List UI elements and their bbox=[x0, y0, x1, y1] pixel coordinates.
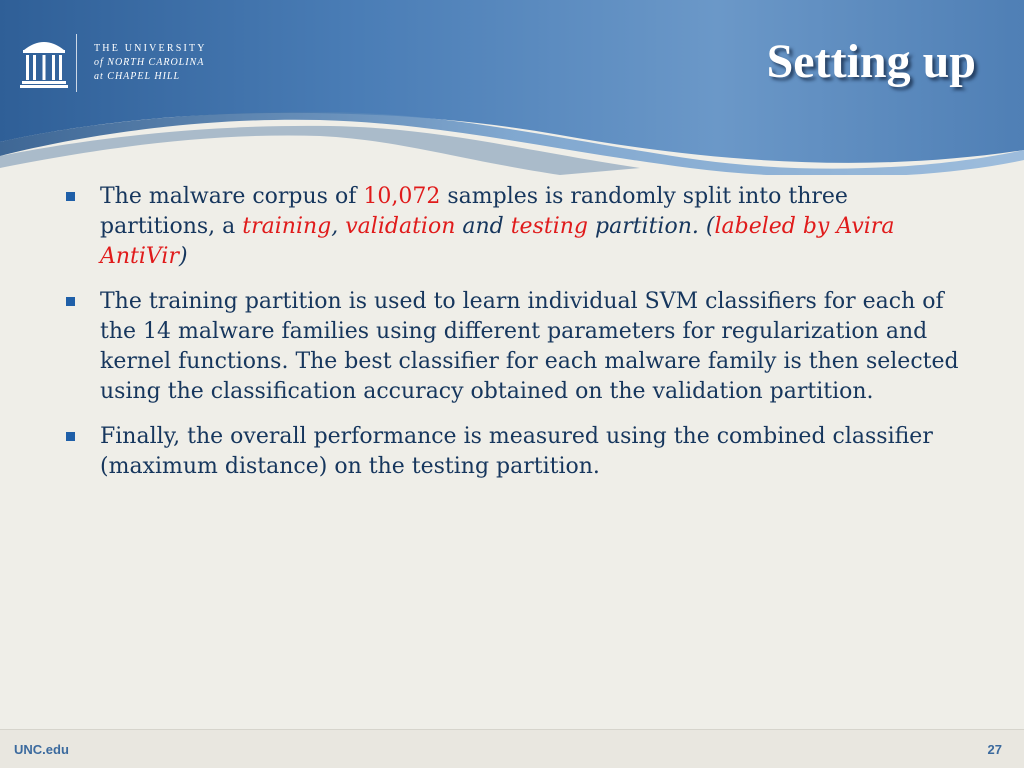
footer bbox=[0, 730, 1024, 768]
bullet-2-text: The training partition is used to learn individual SVM classifiers for each of the 14 malware families using different parameters for regularization and kernel functions. The best classifier for each malware family is then selected using the classification accuracy obtained on the validation partition. bbox=[100, 289, 959, 404]
old-well-logo-icon bbox=[20, 36, 68, 88]
labeler-note: labeled by Avira AntiVir bbox=[100, 214, 895, 269]
term-validation: validation bbox=[345, 214, 456, 239]
text-segment: The malware corpus of bbox=[100, 184, 364, 209]
text-segment: , bbox=[331, 214, 346, 239]
university-line-3: at CHAPEL HILL bbox=[94, 71, 181, 82]
text-segment: and bbox=[455, 214, 511, 239]
logo-divider bbox=[76, 34, 77, 92]
sample-count: 10,072 bbox=[363, 184, 441, 209]
footer-site-label: UNC.edu bbox=[14, 742, 69, 757]
bullet-item-3 bbox=[66, 422, 966, 482]
bullet-item-1 bbox=[66, 182, 966, 272]
term-testing: testing bbox=[510, 214, 588, 239]
square-bullet-icon bbox=[66, 192, 75, 201]
university-line-1: THE UNIVERSITY bbox=[94, 43, 207, 54]
slide-number: 27 bbox=[987, 742, 1002, 757]
bullet-list bbox=[66, 182, 966, 497]
text-segment: samples is randomly split into three partitions, a bbox=[100, 184, 848, 239]
bullet-item-2 bbox=[66, 287, 966, 407]
slide-title: Setting up bbox=[766, 35, 976, 88]
square-bullet-icon bbox=[66, 297, 75, 306]
bullet-3-text: Finally, the overall performance is measured using the combined classifier (maximum distance) on the testing partition. bbox=[100, 424, 933, 479]
square-bullet-icon bbox=[66, 432, 75, 441]
text-segment: ) bbox=[179, 244, 188, 269]
bullet-1-text bbox=[100, 184, 894, 269]
university-line-2: of NORTH CAROLINA bbox=[94, 57, 205, 68]
text-segment: partition. ( bbox=[588, 214, 715, 239]
university-name bbox=[94, 42, 207, 84]
term-training: training bbox=[242, 214, 332, 239]
